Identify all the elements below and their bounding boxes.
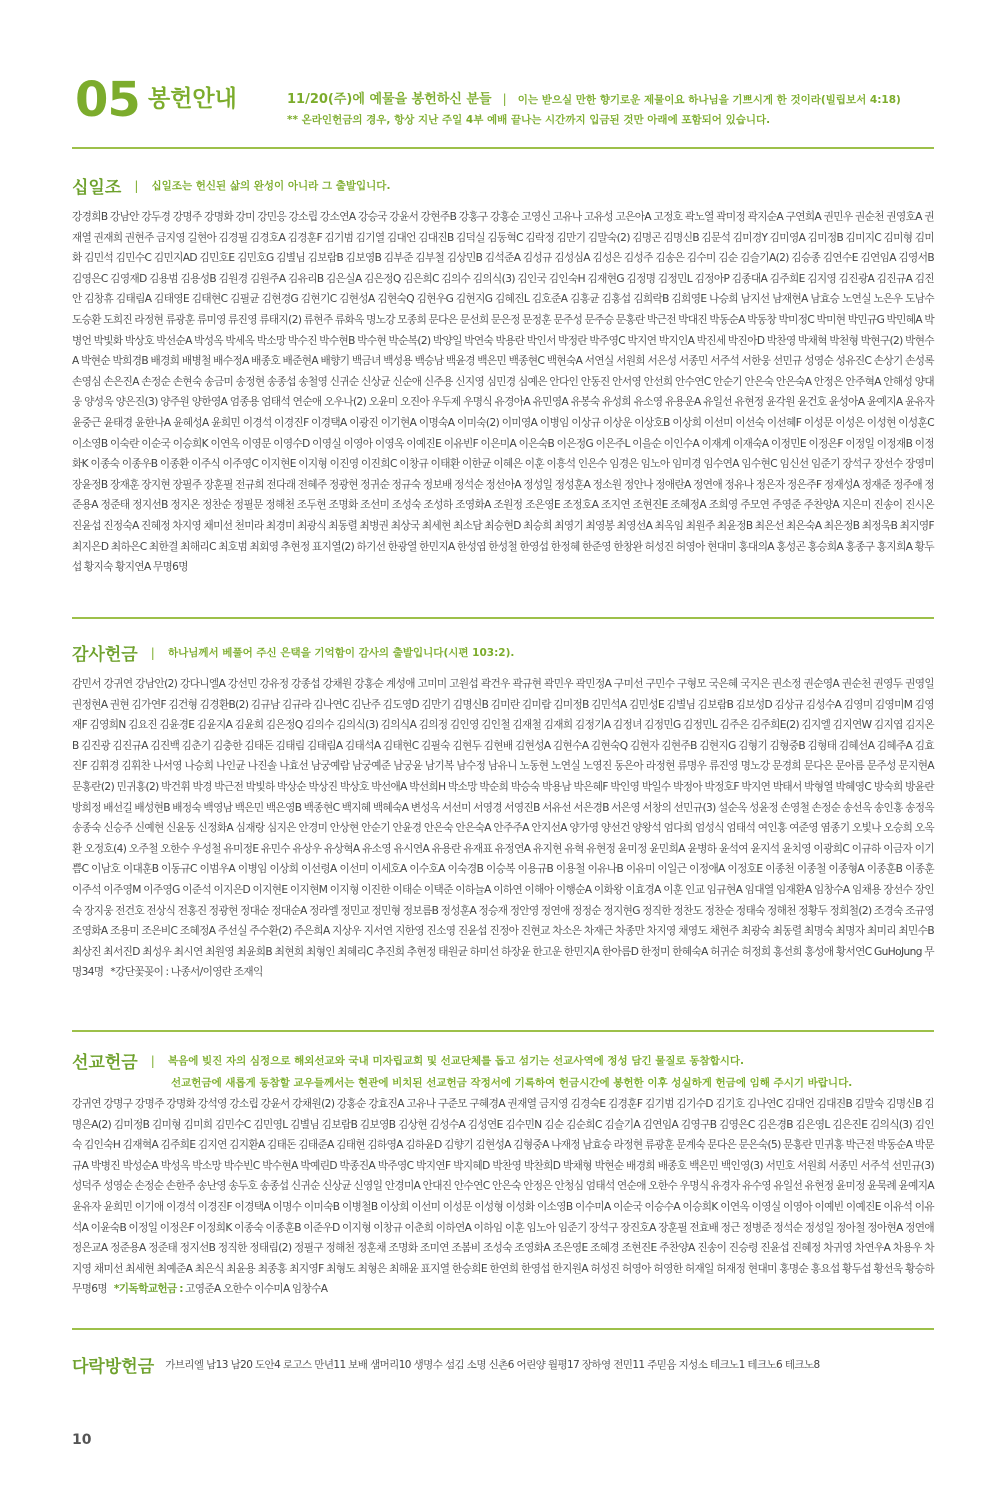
section-title: 봉헌안내 <box>148 86 237 112</box>
header-line <box>287 88 901 110</box>
section-desc: 하나님께서 베풀어 주신 은택을 기억함이 감사의 출발입니다(시편 103:2). <box>167 647 515 659</box>
section-title-gamsa: 감사헌금 <box>72 645 138 665</box>
section-separator: | <box>150 645 155 660</box>
school-note-value: 고영준A 오한수 이수미A 임창수A <box>185 1283 328 1296</box>
section-heading <box>72 640 934 664</box>
section-desc-2: 선교헌금에 새롭게 동참할 교우들께서는 현관에 비치된 선교헌금 작정서에 기록하여 헌금시간에 봉헌한 이후 성실하게 헌금에 임해 주시기 바랍니다. <box>171 1077 853 1089</box>
header-note: ** 온라인헌금의 경우, 항상 지난 주일 4부 예배 끝나는 시간까지 입금된 것만 아래에 포함되어 있습니다. <box>287 114 771 126</box>
section-separator: | <box>150 1053 155 1068</box>
divider <box>72 617 934 619</box>
name-list <box>72 674 934 983</box>
header-verse: 이는 받으실 만한 향기로운 제물이요 하나님을 기쁘시게 한 것이라(빌립보서 4:18) <box>517 94 901 106</box>
section-title-dalak: 다락방헌금 <box>72 1357 155 1377</box>
section-separator: | <box>134 178 139 193</box>
section-dalak <box>72 1352 934 1377</box>
section-sipiljo <box>72 173 934 578</box>
school-note-label: *기독학교헌금 : <box>113 1283 183 1296</box>
header-main-text: 11/20(주)에 예물을 봉헌하신 분들 <box>287 92 492 107</box>
section-number: 05 <box>75 72 140 128</box>
name-list-text: 감민서 강귀연 강남안(2) 강다니엘A 강선민 강유정 강종섭 강채원 강홍순 계성애 고미미 고원섭 곽건우 곽규현 곽민우 곽민정A 구미선 구민수 구형모 국은혜 국지은 권소정 권순영A 권순천 권영두 권영일 권정현A 권현 김가연F 김건형 김경환B(2) 김규남 김규라 김나연C 김난주 김도영D 김만기 김명신B 김미란 김미람 김미정B 김민석A 김민성E 김별님 김보람B 김보성D 김상규 김성수A 김영미 김영미M 김영재F 김영희N 김요진 김윤경E 김윤지A 김윤희 김은정Q 김의수 김의식(3) 김의식A 김의정 김인영 김인철 김재철 김재희 김정기A 김정녀 김정민G 김정민L 김주은 김주희E(2) 김지엘 김지연W 김지엽 김지온B 김진광 김진규A 김진백 김춘기 김충한 김태돈 김태림 김태림A 김태석A 김태현C 김필숙 김현두 김현배 김현성A 김현수A 김현숙Q 김현자 김현주B 김현지G 김형기 김형중B 김형태 김혜선A 김혜주A 김효진F 김휘경 김휘찬 나서영 나승희 나인균 나진솔 나효선 남궁예람 남궁예준 남궁윤 남기복 남수정 남유니 노동현 노연실 노영진 동은아 라정현 류명우 류진영 명노강 문경희 문다은 문아름 문주성 문지현A 문홍란(2) 민귀홍(2) 박건휘 박경 박근전 박빛하 박상순 박상진 박상호 박선애A 박선희H 박소망 박순희 박승숙 박용남 박은혜F 박인영 박일수 박정아 박정호F 박지연 박태서 박형열 박혜영C 방숙희 방윤란 방희정 배선길 배성현B 배정숙 백영남 백은민 백은영B 백종현C 백지혜 백혜숙A 변성옥 서선미 서영경 서영진B 서유선 서은경B 서은영 서창의 선민규(3) 설순옥 성윤정 손영철 손정순 송선옥 송인홍 송정옥 송종숙 신승주 신예현 신윤동 신정화A 심재랑 심지은 안경미 안상현 안순기 안윤경 안은숙 안은숙A 안주주A 안지선A 양가영 양선건 양왕석 엄다희 엄성식 엄태석 여인홍 여준영 염종기 오빛나 오승희 오옥환 오정호(4) 오주철 오한수 우성철 유미정E 유민수 유상우 유상혁A 유소영 유시연A 유용란 유재표 유정연A 유지현 유혁 유현정 윤미정 윤민희A 윤병하 윤석여 윤지석 윤치영 이광희C 이규하 이금자 이기쁨C 이남호 이대훈B 이동규C 이범우A 이병임 이상희 이선령A 이선미 이세호A 이수호A 이숙경B 이승복 이용규B 이용철 이유나B 이유미 이일근 이정애A 이정호E 이종천 이종철 이종형A 이종훈B 이종훈 이주석 이주영M 이주영G 이준석 이지은D 이지현E 이지현M 이지형 이진한 이태순 이택준 이하늘A 이하연 이해아 이행순A 이화왕 이효경A 이훈 인교 임규현A 임대열 임재환A 임창수A 임채용 장선수 장인숙 장지웅 전건호 전상식 전홍진 정광현 정대순 정대순A 정라엘 정민교 정민형 정보름B 정성훈A 정승재 정안영 정연애 정정순 정지현G 정직한 정찬도 정찬순 정태숙 정해천 정황두 정희철(2) 조경숙 조규영 조영화A 조용미 조은비C 조혜정A 주선실 주수환(2) 주은희A 지상우 지서연 지한영 진소영 진윤섭 진정아 진현교 차소은 차재근 차종만 차지영 채영도 채현주 최광숙 최동렬 최명숙 최명자 최미리 최민수B 최상진 최서진D 최성우 최시연 최원영 최윤희B 최현희 최형인 최혜리C 추진희 추현정 태원균 하미선 하장윤 한고운 한민지A 한아름D 한정미 한혜숙A 허귀순 허정희 홍선희 홍성애 황서연C GuHoJung 무명34명 <box>72 678 934 979</box>
flower-note-value: 나종서/이영란 조재익 <box>170 966 263 979</box>
section-title-sipiljo: 십일조 <box>72 178 122 198</box>
page-number: 10 <box>72 1432 92 1448</box>
header-separator: | <box>502 92 507 106</box>
name-list-text: 강귀연 강명구 강명주 강명화 강석영 강소립 강윤서 강채원(2) 강홍순 강효진A 고유나 구준모 구혜경A 권재열 금지영 김경숙E 김경훈F 김기범 김기수D 김기호 김나연C 김대언 김대진B 김말숙 김명신B 김명은A(2) 김미정B 김미형 김미희 김민수C 김민영L 김별님 김보람B 김보영B 김상현 김성수A 김성연E 김수민N 김순 김순희C 김슬기A 김연임A 김영구B 김영은C 김은경B 김은영L 김은진E 김의식(3) 김인숙 김인숙H 김재혁A 김주희E 김지연 김지환A 김태돈 김태준A 김태현 김하영A 김하윤D 김향기 김현성A 김형중A 나재정 남효승 라정현 류광훈 문계숙 문다은 문은숙(5) 문홍란 민귀홍 박근전 박동순A 박문규A 박병진 박성순A 박성옥 박소망 박수빈C 박수현A 박예린D 박종진A 박주영C 박지연F 박지혜D 박찬영 박찬희D 박채형 박현순 배경희 배종호 백은민 백인영(3) 서민호 서원희 서종민 서주석 선민규(3) 성덕주 성영순 손정순 손한주 송난영 송두호 송종섭 신귀순 신상균 신영일 안경미A 안대진 안수연C 안은숙 안정은 안청심 엄태석 연순애 오한수 우명식 유경자 유수영 유일선 유현정 윤미정 윤묵례 윤예지A 윤유자 윤희민 이기애 이경석 이경진F 이경택A 이명수 이미숙B 이병철B 이상희 이선미 이성문 이성형 이성화 이소영B 이수미A 이순국 이승수A 이승희K 이연옥 이영실 이영아 이예빈 이예진E 이유석 이유석A 이윤숙B 이정일 이정은F 이정희K 이종숙 이종훈B 이준우D 이지형 이창규 이춘희 이하연A 이하임 이훈 임노아 임준기 장석구 장진호A 장훈필 전효배 정근 정병준 정석순 정성일 정아철 정아현A 정연애 정은교A 정준용A 정준태 정지선B 정직한 정태림(2) 정필구 정해천 정훈채 조명화 조미연 조봄비 조성숙 조영화A 조은영E 조혜경 조현진E 주찬양A 진송이 진승령 진윤섭 진혜정 차귀영 차연우A 차용우 차지영 채미선 최세현 최예준A 최은식 최윤용 최종홍 최지영F 최형도 최형은 최해윤 표지열 한승희E 한연희 한영섭 한지원A 허성진 허영아 허영한 허재일 허재정 현대미 홍명순 홍요섭 황두섭 황선욱 황승하 무명6명 <box>72 1098 934 1296</box>
section-heading <box>72 1048 934 1072</box>
section-gamsa <box>72 640 934 983</box>
section-seongyo <box>72 1048 934 1300</box>
divider <box>72 1030 934 1032</box>
section-desc: 복음에 빚진 자의 심정으로 해외선교와 국내 미자립교회 및 선교단체를 돕고 섬기는 선교사역에 정성 담긴 물질로 동참합시다. <box>167 1055 745 1067</box>
name-list: 강경희B 강남안 강두경 강명주 강명화 강미 강민응 강소립 강소연A 강승국 강윤서 강현주B 강홍구 강홍순 고영신 고유나 고유성 고은아A 고정호 곽노열 곽미정 곽지순A 구연희A 권민우 권순천 권영호A 권재열 권재희 권현주 금지영 길현아 김경필 김경호A 김경훈F 김기범 김기열 김대언 김대진B 김덕실 김동혁C 김락정 김만기 김말숙(2) 김명곤 김명신B 김문석 김미경Y 김미영A 김미정B 김미지C 김미형 김미화 김민석 김민수C 김민지AD 김민호E 김민호G 김별님 김보람B 김보영B 김부준 김부철 김상민B 김석준A 김성규 김성심A 김성은 김성주 김송은 김수미 김순 김슬기A(2) 김승종 김연수E 김연임A 김영서B 김영은C 김영재D 김용범 김용성B 김원경 김원주A 김유리B 김은실A 김은정Q 김은희C 김의수 김의식(3) 김인국 김인숙H 김재현G 김정명 김정민L 김정아P 김종대A 김주희E 김지영 김진광A 김진규A 김진안 김창휴 김태림A 김태영E 김태현C 김필균 김현경G 김현기C 김현성A 김현숙Q 김현우G 김현지G 김혜진L 김호준A 김홍균 김홍섭 김희락B 김희영E 나승희 남지선 남재현A 남효승 노연실 노은우 도남수 도승환 도희진 라정현 류광훈 류미영 류진영 류태지(2) 류현주 류화옥 명노강 모종희 문다은 문선희 문은정 문정훈 문주성 문주승 문홍란 박근전 박대진 박동순A 박동창 박미정C 박미현 박민규G 박민혜A 박병언 박빛화 박상호 박선순A 박성옥 박세옥 박소망 박수진 박수현B 박수현 박순복(2) 박양일 박연숙 박용란 박인서 박정란 박주영C 박지연 박지인A 박진세 박진아D 박찬영 박채혁 박천형 박현구(2) 박현수A 박현순 박희경B 배경희 배병철 배수정A 배종호 배준현A 배향기 백금녀 백성용 백승남 백윤경 백은민 백종현C 백현숙A 서연실 서원희 서은성 서종민 서주석 서한웅 선민규 성영순 성유진C 손상기 손성록 손영심 손은진A 손정순 손현숙 송금미 송정현 송종섭 송철영 신귀순 신상균 신순애 신주용 신지영 심민경 심예은 안다인 안동진 안서영 안선희 안수연C 안순기 안은숙 안은숙A 안정은 안주혁A 안해성 양대웅 양성욱 양은진(3) 양주원 양한영A 엄종용 엄태석 연순애 오우나(2) 오윤미 오진아 우두제 우명식 유경아A 유민영A 유봉숙 유성희 유소영 유용운A 유일선 유현정 윤각원 윤건호 윤성아A 윤예지A 윤유자 윤중근 윤태경 윤한나A 윤혜성A 윤희민 이경석 이경진F 이경택A 이광진 이기현A 이명숙A 이미숙(2) 이미영A 이병임 이상규 이상운 이상호B 이상희 이선미 이선숙 이선혜F 이성문 이성은 이성현 이성훈C 이소영B 이숙란 이순국 이승희K 이연옥 이영문 이영수D 이영실 이영아 이영옥 이예진E 이유빈F 이은미A 이은숙B 이은정G 이은주L 이을순 이인수A 이재계 이재숙A 이정민E 이정은F 이정일 이정재B 이정화K 이종숙 이종우B 이종환 이주식 이주영C 이지현E 이지형 이진영 이진희C 이창규 이태환 이한균 이혜은 이훈 이흥석 인은수 임경은 임노아 임미경 임수연A 임수현C 임신선 임준기 장석구 장선수 장영미 장윤정B 장재훈 장지현 장필주 장훈필 전규희 전다래 전혜주 정광현 정귀순 정규숙 정보배 정석순 정선아A 정성일 정성훈A 정소원 정안나 정애란A 정연애 정유나 정은자 정은주F 정재성A 정재준 정주애 정준용A 정준태 정지선B 정지온 정찬순 정필문 정해천 조두현 조명화 조선미 조성숙 조성하 조영화A 조원정 조은영E 조정호A 조지연 조현진E 조혜정A 조희영 주모연 주영준 주찬양A 지은미 진송이 진시온 진윤섭 진정숙A 진혜정 차지영 채미선 천미라 최경미 최광식 최동렬 최병권 최상국 최세현 최소담 최승현D 최승희 최영기 최영봉 최영선A 최옥임 최원주 최윤정B 최은선 최은숙A 최은정B 최정욱B 최지영F 최지은D 최하은C 최한결 최해리C 최호범 최회영 추현정 표지열(2) 하기선 한광열 한민지A 한성엽 한성철 한영섭 한정혜 한준영 한창완 허성진 허영아 현대미 홍대의A 홍성곤 홍승희A 홍종구 홍지희A 황두섭 황지숙 황지연A 무명6명 <box>72 211 934 574</box>
name-list <box>72 1094 934 1300</box>
divider <box>72 1328 934 1330</box>
flower-note-label: *강단꽃꽂이 : <box>110 966 169 979</box>
divider <box>72 147 934 149</box>
name-list: 가브리엘 남13 남20 도안4 로고스 만년11 보배 샘머리10 생명수 섬김 소명 신촌6 어린양 월평17 장하영 전민11 주믿음 지성소 테크노1 테크노6 테크노8 <box>165 1359 820 1371</box>
section-desc: 십일조는 헌신된 삶의 완성이 아니라 그 출발입니다. <box>151 180 391 192</box>
section-heading <box>72 173 934 197</box>
section-title-seongyo: 선교헌금 <box>72 1053 138 1073</box>
